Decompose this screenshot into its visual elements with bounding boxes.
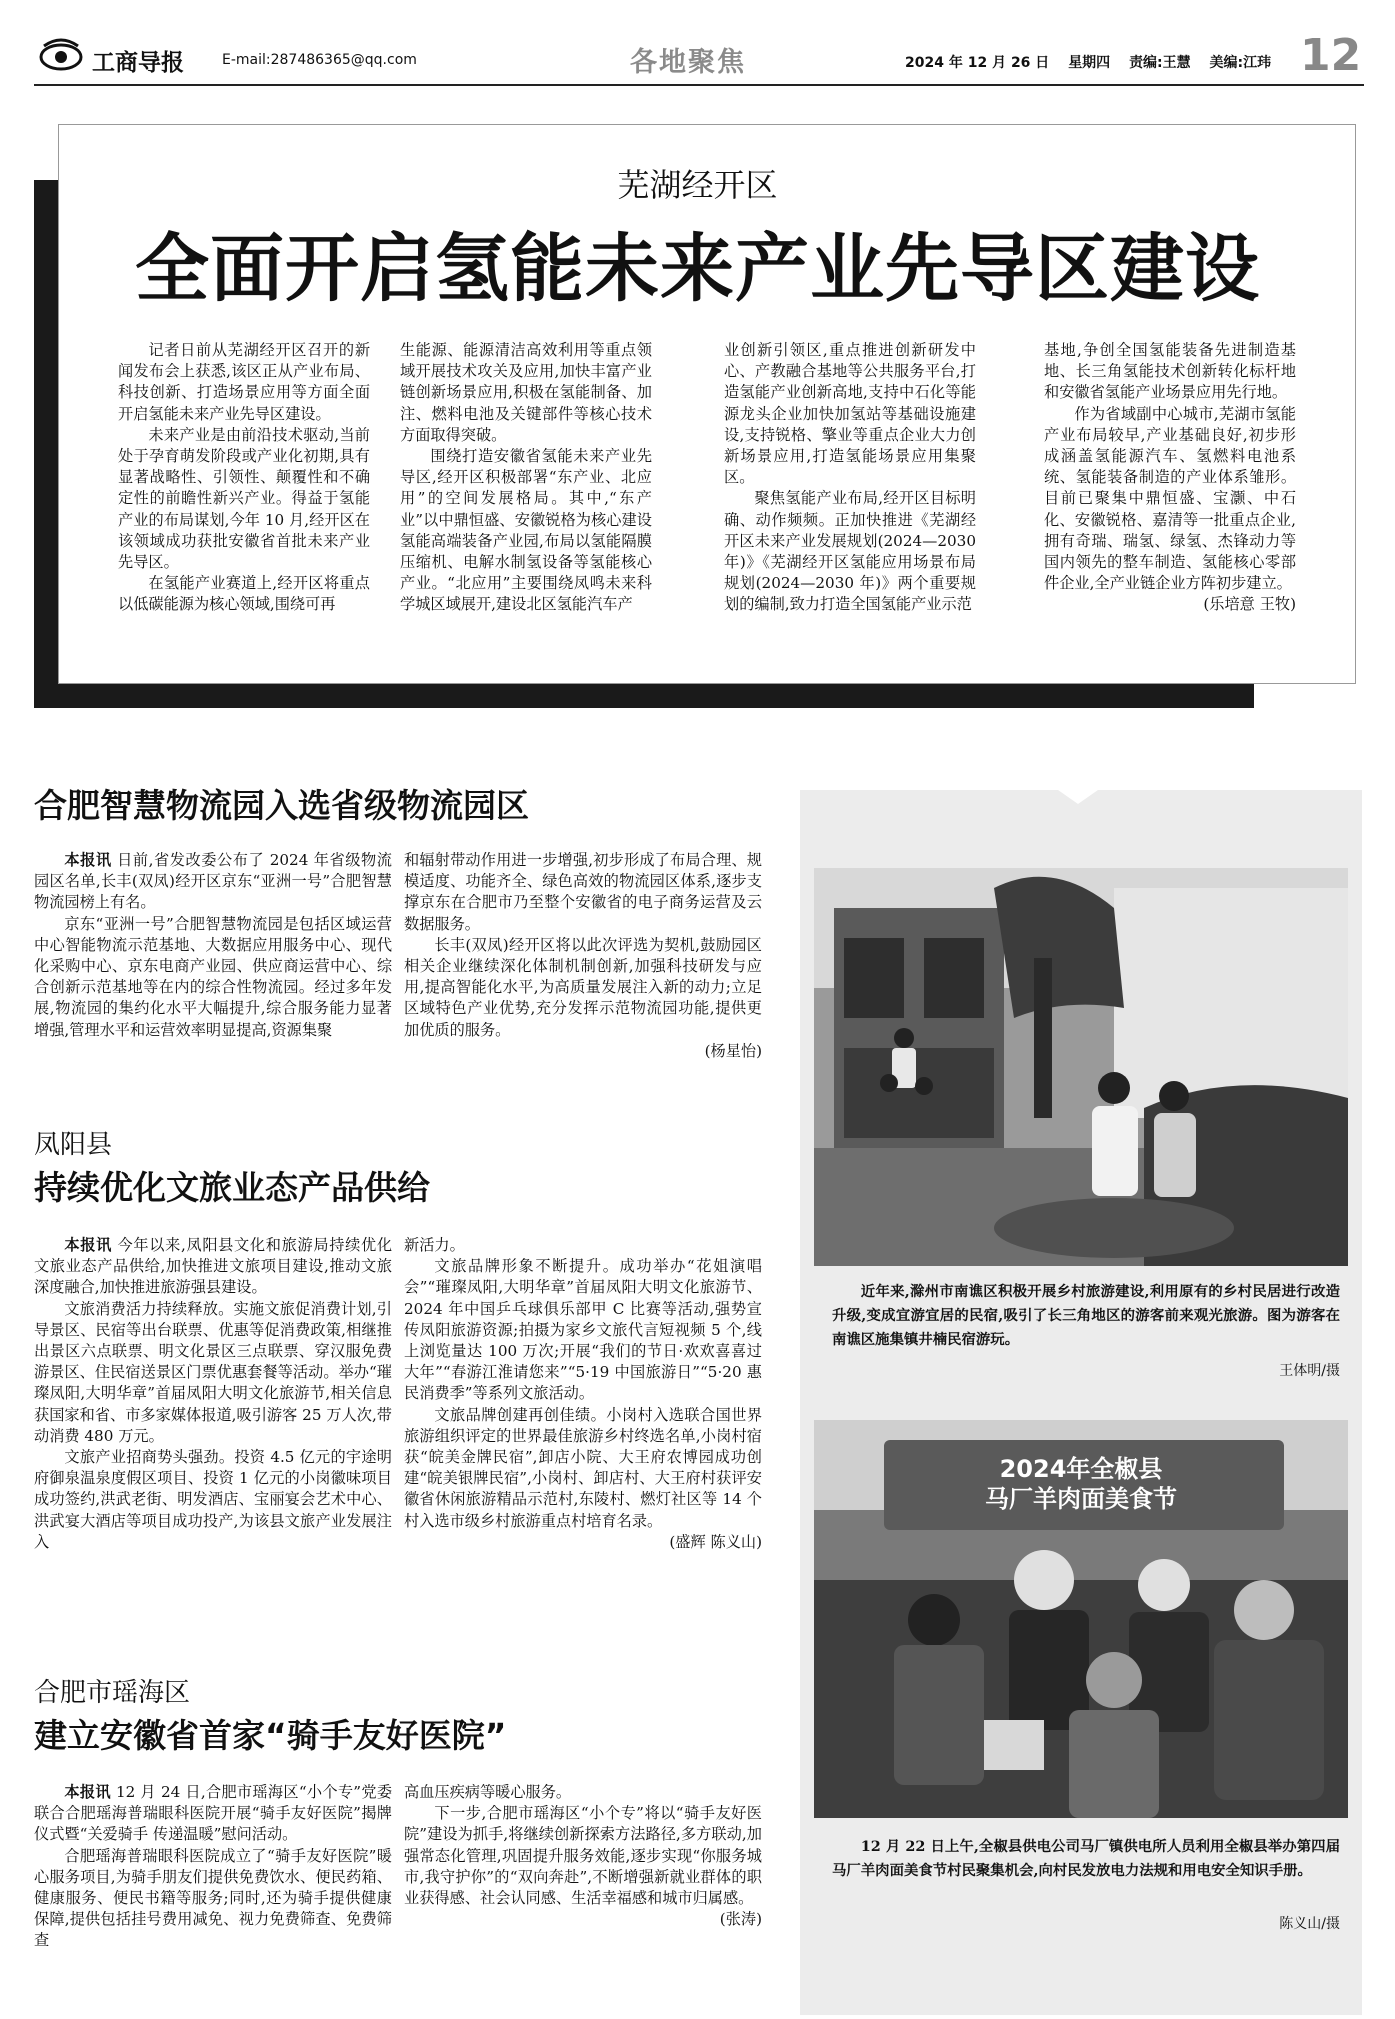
paragraph: 文旅产业招商势头强劲。投资 4.5 亿元的宇途明府御泉温泉度假区项目、投资 1 亿元的小岗徽味项目成功签约,洪武老街、明发酒店、宝丽宴会艺术中心、洪武宴大酒店等项目成功投产,为该县文旅产业发展注入: [34, 1448, 392, 1551]
lead-label: 本报讯: [64, 1236, 112, 1254]
paragraph: 京东“亚洲一号”合肥智慧物流园是包括区域运营中心智能物流示范基地、大数据应用服务中心、现代化采购中心、京东电商产业园、供应商运营中心、综合创新示范基地等在内的综合性物流园。经过多年发展,物流园的集约化水平大幅提升,综合服务能力显著增强,管理水平和运营效率明显提高,资源集聚: [34, 914, 392, 1039]
byline: (杨星怡): [704, 1041, 762, 1060]
photo1-caption: [832, 1280, 1340, 1352]
article4-headline: 建立安徽省首家“骑手友好医院”: [34, 1716, 507, 1755]
paragraph: 记者日前从芜湖经开区召开的新闻发布会上获悉,该区正从产业布局、科技创新、打造场景应用等方面全面开启氢能未来产业先导区建设。: [118, 341, 370, 423]
banner-line-2: 马厂羊肉面美食节: [985, 1485, 1177, 1513]
paragraph: 和辐射带动作用进一步增强,初步形成了布局合理、规模适度、功能齐全、绿色高效的物流园区体系,逐步支撑京东在合肥市乃至整个安徽省的电子商务运营及云数据服务。: [404, 851, 762, 933]
section-title: 各地聚焦: [630, 47, 746, 78]
homestay-photo: [814, 868, 1348, 1266]
email-address: E-mail:287486365@qq.com: [222, 52, 417, 68]
eye-logo-icon: [38, 38, 84, 72]
newspaper-name: 工商导报: [92, 50, 184, 76]
paragraph: 本报讯 12 月 24 日,合肥市瑶海区“小个专”党委联合合肥瑶海普瑞眼科医院开展“骑手友好医院”揭牌仪式暨“关爱骑手 传递温暖”慰问活动。: [34, 1783, 393, 1844]
paragraph: 文旅品牌形象不断提升。成功举办“花姐演唱会”“璀璨凤阳,大明华章”首届凤阳大明文化旅游节、2024 年中国乒乓球俱乐部甲 C 比赛等活动,强势宣传凤阳旅游资源;拍摄为家乡文旅代言短视频 5 个,线上浏览量达 100 万次;开展“我们的节日·欢欢喜喜过大年”“春游江淮请您来”“5·19 中国旅游日”“5·20 惠民消费季”等系列文旅活动。: [404, 1257, 762, 1403]
article4-kicker: 合肥市瑶海区: [34, 1678, 191, 1708]
article4-column-1: [34, 1782, 392, 1952]
photo2-credit: 陈义山/摄: [1279, 1916, 1340, 1932]
article3-headline: 持续优化文旅业态产品供给: [34, 1168, 430, 1207]
paragraph: 合肥瑶海普瑞眼科医院成立了“骑手友好医院”暖心服务项目,为骑手朋友们提供免费饮水、便民药箱、健康服务、便民书籍等服务;同时,还为骑手提供健康保障,提供包括挂号费用减免、视力免费筛查、免费筛查: [34, 1846, 392, 1950]
lead-column-2: [400, 340, 652, 616]
article2-column-1: [34, 850, 392, 1041]
paragraph: 高血压疾病等暖心服务。: [404, 1783, 572, 1801]
lead-column-3: [724, 340, 976, 616]
photo1-credit: 王体明/摄: [1279, 1363, 1340, 1379]
lead-column-4: [1044, 340, 1296, 616]
article3-column-1: [34, 1235, 392, 1553]
photo2-caption: [832, 1835, 1340, 1883]
masthead-rule: [34, 84, 1364, 86]
article2-headline: 合肥智慧物流园入选省级物流园区: [34, 786, 529, 825]
issue-date: 2024 年 12 月 26 日: [905, 55, 1050, 71]
weekday: 星期四: [1068, 55, 1111, 71]
editor: 责编:王慧: [1129, 55, 1191, 71]
dateline: [905, 52, 1285, 72]
article3-kicker: 凤阳县: [34, 1130, 113, 1160]
paragraph: 本报讯 日前,省发改委公布了 2024 年省级物流园区名单,长丰(双凤)经开区京东“亚洲一号”合肥智慧物流园榜上有名。: [34, 851, 392, 912]
caption-text: 12 月 22 日上午,全椒县供电公司马厂镇供电所人员利用全椒县举办第四届马厂羊肉面美食节村民聚集机会,向村民发放电力法规和用电安全知识手册。: [832, 1838, 1340, 1879]
lead-column-1: [118, 340, 370, 616]
paragraph: 下一步,合肥市瑶海区“小个专”将以“骑手友好医院”建设为抓手,将继续创新探索方法路径,多方联动,加强常态化管理,巩固提升服务效能,逐步实现“你服务城市,我守护你”的“双向奔赴”,不断增强新就业群体的职业获得感、社会认同感、生活幸福感和城市归属感。: [404, 1804, 762, 1908]
article3-column-2: [404, 1235, 762, 1553]
paragraph: 聚焦氢能产业布局,经开区目标明确、动作频频。正加快推进《芜湖经开区未来产业发展规划(2024—2030年)》《芜湖经开区氢能应用场景布局规划(2024—2030 年)》两个重要规划的编制,致力打造全国氢能产业示范: [724, 489, 976, 614]
byline: (张涛): [719, 1910, 762, 1929]
festival-banner: [814, 1454, 1348, 1514]
paragraph: 业创新引领区,重点推进创新研发中心、产教融合基地等公共服务平台,打造氢能产业创新高地,支持中石化等能源龙头企业加快加氢站等基础设施建设,支持锐格、擎业等重点企业大力创新场景应用,打造氢能场景应用集聚区。: [724, 341, 976, 487]
paragraph: 生能源、能源清洁高效利用等重点领域开展技术攻关及应用,加快丰富产业链创新场景应用,积极在氢能制备、加注、燃料电池及关键部件等核心技术方面取得突破。: [400, 341, 652, 444]
paragraph: 在氢能产业赛道上,经开区将重点以低碳能源为核心领域,围绕可再: [118, 574, 370, 614]
paragraph: 作为省域副中心城市,芜湖市氢能产业布局较早,产业基础良好,初步形成涵盖氢能源汽车、氢燃料电池系统、氢能装备制造的产业体系雏形。目前已聚集中鼎恒盛、宝灏、中石化、安徽锐格、嘉清等一批重点企业,拥有奇瑞、瑞氢、绿氢、杰锋动力等国内领先的整车制造、氢能核心零部件企业,全产业链企业方阵初步建立。: [1044, 404, 1296, 593]
article4-column-2: [404, 1782, 762, 1930]
byline: (乐培意 王牧): [1203, 595, 1296, 614]
article2-column-2: [404, 850, 762, 1062]
lead-label: 本报讯: [64, 1783, 111, 1801]
page-number: 12: [1300, 30, 1362, 81]
paragraph: 长丰(双凤)经开区将以此次评选为契机,鼓励园区相关企业继续深化体制机制创新,加强科技研发与应用,提高智能化水平,为高质量发展注入新的动力;立足区域特色产业优势,充分发挥示范物流园功能,提供更加优质的服务。: [404, 935, 762, 1039]
festival-photo: [814, 1420, 1348, 1818]
banner-line-1: 2024年全椒县: [999, 1455, 1163, 1483]
paragraph: 未来产业是由前沿技术驱动,当前处于孕育萌发阶段或产业化初期,具有显著战略性、引领性、颠覆性和不确定性的前瞻性新兴产业。得益于氢能产业的布局谋划,今年 10 月,经开区在该领域成功获批安徽省首批未来产业先导区。: [118, 425, 370, 572]
paragraph: 基地,争创全国氢能装备先进制造基地、长三角氢能技术创新转化标杆地和安徽省氢能产业场景应用先行地。: [1044, 341, 1296, 402]
lead-label: 本报讯: [64, 851, 112, 869]
paragraph: 围绕打造安徽省氢能未来产业先导区,经开区积极部署“东产业、北应用”的空间发展格局。其中,“东产业”以中鼎恒盛、安徽锐格为核心建设氢能高端装备产业园,布局以氢能隔膜压缩机、电解水制氢设备等氢能核心产业。“北应用”主要围绕凤鸣未来科学城区域展开,建设北区氢能汽车产: [400, 447, 652, 614]
caption-text: 近年来,滁州市南谯区积极开展乡村旅游建设,利用原有的乡村民居进行改造升级,变成宜游宜居的民宿,吸引了长三角地区的游客前来观光旅游。图为游客在南谯区施集镇井楠民宿游玩。: [832, 1283, 1340, 1348]
lead-headline: 全面开启氢能未来产业先导区建设: [135, 226, 1260, 312]
byline: (盛辉 陈义山): [669, 1532, 762, 1551]
paragraph: 文旅品牌创建再创佳绩。小岗村入选联合国世界旅游组织评定的世界最佳旅游乡村终选名单,小岗村宿获“皖美金牌民宿”,卸店小院、大王府农博园成功创建“皖美银牌民宿”,小岗村、卸店村、大王府村获评安徽省休闲旅游精品示范村,东陵村、燃灯社区等 14 个村入选市级乡村旅游重点村培育名录。: [404, 1405, 762, 1530]
paragraph: 文旅消费活力持续释放。实施文旅促消费计划,引导景区、民宿等出台联票、优惠等促消费政策,相继推出景区六点联票、明文化景区三点联票、穿汉服免费游景区、住民宿送景区门票优惠套餐等活动。举办“璀璨凤阳,大明华章”首届凤阳大明文化旅游节,相关信息获国家和省、市多家媒体报道,吸引游客 25 万人次,带动消费 480 万元。: [34, 1299, 392, 1445]
panel-notch: [1058, 790, 1098, 804]
paragraph: 新活力。: [404, 1236, 465, 1254]
designer: 美编:江玮: [1209, 55, 1272, 71]
lead-kicker: 芜湖经开区: [617, 166, 778, 204]
paragraph: 本报讯 今年以来,凤阳县文化和旅游局持续优化文旅业态产品供给,加快推进文旅项目建设,推动文旅深度融合,加快推进旅游强县建设。: [34, 1236, 393, 1297]
